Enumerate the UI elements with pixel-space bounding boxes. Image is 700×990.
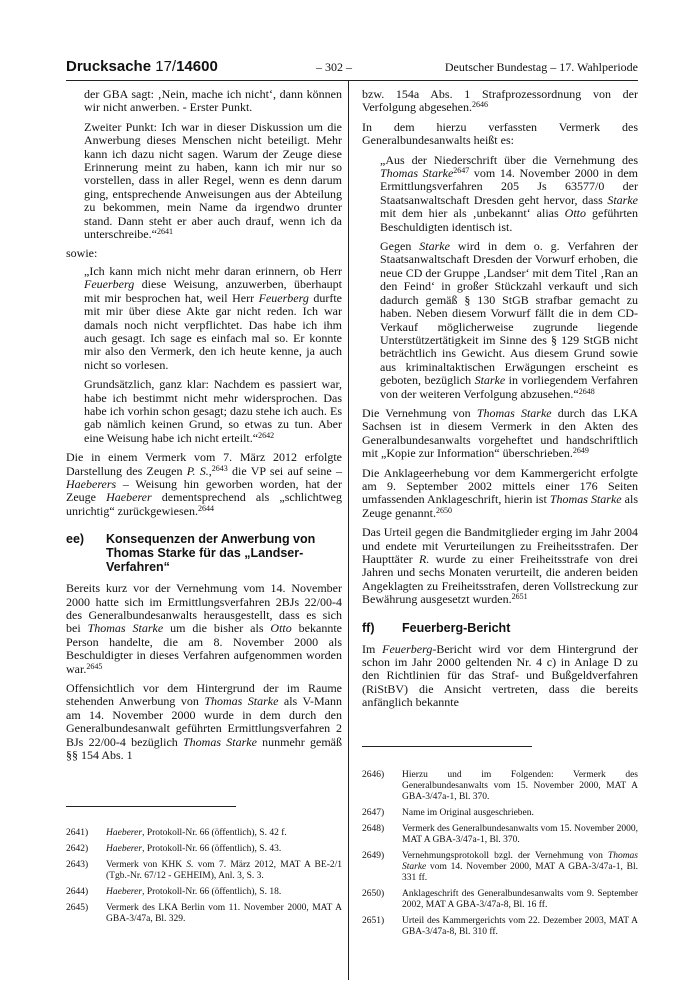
section-heading: ee) Konsequenzen der Anwerbung von Thomas Starke für das „Landser-Verfahren“ <box>66 532 316 575</box>
doc-number-b: 14600 <box>176 58 218 75</box>
footnote: 2651) Urteil des Kammergerichts vom 22. Dezember 2003, MAT A GBA-3/47a-8, Bl. 310 ff. <box>362 916 638 937</box>
footnote-ref[interactable]: 2644 <box>197 503 214 513</box>
footnote: 2650) Anklageschrift des Generalbundesanwalts vom 9. September 2002, MAT A GBA-3/47a-8, Bl. 16 ff. <box>362 889 638 910</box>
paragraph: bzw. 154a Abs. 1 Strafprozessordnung von der Verfolgung abgesehen.$^{2646}$ <box>362 87 638 115</box>
footnote-ref[interactable]: 2641 <box>156 227 173 237</box>
footnote: 2643) Vermerk von KHK S. vom 7. März 2012, MAT A BE-2/1 (Tgb.-Nr. 67/12 - GEHEIM), Anl. 3, S. 3. <box>66 860 342 881</box>
publisher-line: Deutscher Bundestag – 17. Wahlperiode <box>444 60 638 74</box>
left-column <box>66 88 342 768</box>
document-number <box>66 58 218 75</box>
paragraph: Im Feuerberg-Bericht wird vor dem Hintergrund der schon im Jahr 2000 geltenden Nr. 4 c) in Anlage D zu den Richtlinien für das Straf- und Bußgeldverfahren (RiStBV) die Ansicht vertreten, dass die bereits anfänglich bekannte <box>362 641 638 710</box>
paragraph: sowie: <box>66 246 98 261</box>
doc-label: Drucksache <box>66 58 152 75</box>
paragraph: Offensichtlich vor dem Hintergrund der im Raume stehenden Anwerbung von Thomas Starke als V-Mann am 14. November 2000 wurde in dem durch den Generalbundesanwalt geführten Ermittlungsverfahren 2 BJs 22/00-4 bezüglich Thomas Starke nunmehr gemäß §§ 154 Abs. 1 <box>66 681 342 763</box>
footnote: 2645) Vermerk des LKA Berlin vom 11. November 2000, MAT A GBA-3/47a, Bl. 329. <box>66 903 342 924</box>
footnote: 2648) Vermerk des Generalbundesanwalts vom 15. November 2000, MAT A GBA-3/47a-1, Bl. 370. <box>362 824 638 845</box>
footnote: 2642) Haeberer, Protokoll-Nr. 66 (öffentlich), S. 43. <box>66 844 282 854</box>
footnote-ref[interactable]: 2645 <box>86 661 103 671</box>
footnote-ref[interactable]: 2643 <box>211 463 228 473</box>
page-header <box>66 58 638 78</box>
paragraph: Das Urteil gegen die Bandmitglieder erging im Jahr 2004 und endete mit Verurteilungen zu Freiheitsstrafen. Der Haupttäter R. wurde zu einer Freiheitsstrafe von drei Jahren und sechs Monaten verurteilt, die anderen beiden Angeklagten zu Freiheitsstrafen, deren Vollstreckung zur Bewährung ausgesetzt wurden.$^{2651}$ <box>362 525 638 607</box>
paragraph: Die in einem Vermerk vom 7. März 2012 erfolgte Darstellung des Zeugen P. S.,$^{2643}$ die VP sei auf seine – Haeberers – Weisung hin geworben worden, hat der Zeuge Haeberer dementsprechend als „schlichtweg unrichtig“ zurückgewiesen.$^{2644}$ <box>66 450 343 518</box>
footnotes-right <box>362 770 638 943</box>
paragraph: Zweiter Punkt: Ich war in dieser Diskussion um die Anwerbung dieses Menschen nicht beteiligt. Mehr kann ich dazu nicht sagen. Warum der Zeuge diese Erinnerung meint zu haben, kann ich mir nur so vorstellen, dass in aller Regel, wenn es denn darum ging, entsprechende Anweisungen aus der Abteilung zu bekommen, mein Name da irgendwo drunter stand. Dann steht er aber auch drauf, wenn ich da unterschreibe.“$^{2641}$ <box>84 119 342 242</box>
paragraph: Bereits kurz vor der Vernehmung vom 14. November 2000 hatte sich im Ermittlungsverfahren 2BJs 22/00-4 des Generalbundesanwalts herausgestellt, dass es sich bei Thomas Starke um die bisher als Otto bekannte Person handelte, die am 8. November 2000 als Beschuldigter in dieses Verfahren aufgenommen worden war.$^{2645}$ <box>66 581 342 676</box>
footnote-ref[interactable]: 2648 <box>578 386 595 396</box>
footnote: 2647) Name im Original ausgeschrieben. <box>362 808 534 818</box>
footnote-rule <box>66 806 236 807</box>
quote-paragraph: Gegen Starke wird in dem o. g. Verfahren der Staatsanwaltschaft Dresden der Vorwurf erhoben, die neue CD der Gruppe ‚Landser‘ mit dem Titel ‚Ran an den Feind‘ in großer Stückzahl verkauft und sich dadurch gemäß § 130 StGB strafbar gemacht zu haben. Neben diesem Vorwurf fällt die in dem CD-Verkauf möglicherweise zugrunde liegende Unterstützertätigkeit im Sinne des § 129 StGB nicht beträchtlich ins Gewicht. Aus diesem Grund sowie aus kriminaltaktischen Erwägungen erscheint es geboten, bezüglich Starke in vorliegendem Verfahren von der weiteren Verfolgung abzusehen.“$^{2648}$ <box>380 239 638 401</box>
paragraph: Die Vernehmung von Thomas Starke durch das LKA Sachsen ist in diesem Vermerk in den Akten des Generalbundesanwalts vorgeheftet und handschriftlich mit „Kopie zur Information“ überschrieben.$^{2649}$ <box>362 405 638 461</box>
quote-paragraph: „Ich kann mich nicht mehr daran erinnern, ob Herr Feuerberg diese Weisung, anzuwerben, überhaupt mit mir besprochen hat, weil Herr Feuerberg durfte mit mir über diese Akte gar nicht reden. Ich war damals noch nicht verpflichtet. Das habe ich ihm auch gesagt. Ich sage es einfach mal so. Er konnte mir also den Vermerk, den ich heute kenne, ja auch nicht so vorlesen. <box>84 263 342 372</box>
footnote-rule <box>362 746 532 747</box>
footnotes-left <box>66 828 342 930</box>
paragraph: Die Anklageerhebung vor dem Kammergericht erfolgte am 9. September 2002 mittels einer 176 Seiten umfassenden Anklageschrift, hierin ist Thomas Starke als Zeuge genannt.$^{2650}$ <box>362 465 638 520</box>
doc-number-a: 17/ <box>155 58 177 75</box>
footnote: 2646) Hierzu und im Folgenden: Vermerk des Generalbundesanwalts vom 15. November 2000, MAT A GBA-3/47a-1, Bl. 370. <box>362 770 638 802</box>
paragraph: In dem hierzu verfassten Vermerk des Generalbundesanwalts heißt es: <box>362 119 638 148</box>
page-number: – 302 – <box>316 60 352 74</box>
column-divider <box>348 80 349 980</box>
footnote: 2641) Haeberer, Protokoll-Nr. 66 (öffentlich), S. 42 f. <box>66 828 287 838</box>
quote-paragraph: „Aus der Niederschrift über die Vernehmung des Thomas Starke$^{2647}$ vom 14. November 2000 in dem Ermittlungsverfahren 205 Js 63577/0 der Staatsanwaltschaft Dresden geht hervor, dass Starke mit dem hier als ‚unbekannt‘ alias Otto geführten Beschuldigten identisch ist. <box>380 152 639 234</box>
footnote-ref[interactable]: 2642 <box>258 430 275 440</box>
footnote-ref[interactable]: 2650 <box>435 505 452 515</box>
footnote-ref[interactable]: 2646 <box>471 100 488 110</box>
footnote: 2649) Vernehmungsprotokoll bzgl. der Vernehmung von Thomas Starke vom 14. November 2000, MAT A GBA-3/47a-1, Bl. 331 ff. <box>362 851 638 883</box>
footnote-ref[interactable]: 2651 <box>511 592 528 602</box>
footnote: 2644) Haeberer, Protokoll-Nr. 66 (öffentlich), S. 18. <box>66 887 282 897</box>
section-heading: ff) Feuerberg-Bericht <box>362 620 511 635</box>
quote-paragraph: Grundsätzlich, ganz klar: Nachdem es passiert war, habe ich bestimmt nicht mehr widersprochen. Das habe ich vorhin schon gesagt; dazu stehe ich auch. Es gab nämlich keinen Grund, so etwas zu tun. Aber eine Weisung habe ich nicht erteilt.“$^{2642}$ <box>84 377 342 445</box>
footnote-ref[interactable]: 2649 <box>572 446 589 456</box>
header-rule <box>66 80 638 81</box>
footnote-ref[interactable]: 2647 <box>453 166 470 176</box>
paragraph: der GBA sagt: ‚Nein, mache ich nicht‘, dann können wir nicht anwerben. - Erster Punkt. <box>84 87 342 115</box>
right-column <box>362 88 638 716</box>
